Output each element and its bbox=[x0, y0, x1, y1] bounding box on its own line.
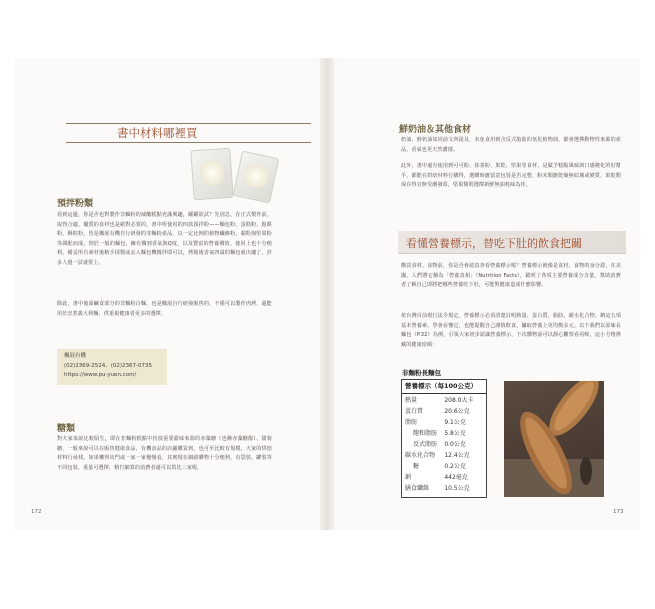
nutrition-paragraph: 依台灣目前現行法令規定，營養標示必須清楚註明熱量、蛋白質、脂肪、碳水化合物、鈉這五項基本營養素，學會看懂它，也能提醒自己謹慎飲食，攝取營養上更均衡多元。以下我們以原味長麵包（P.32）為例，引領大家初步認識營養標示，下次購物前可以靜心觀察看看喔，這小方格裡藏的健康密碼： bbox=[401, 313, 621, 348]
nutrient-value: 442毫克 bbox=[444, 474, 468, 481]
nutrient-name: 飽和脂肪 bbox=[413, 430, 438, 437]
label-heading: 營養標示（每100公克） bbox=[402, 380, 486, 394]
nutrition-row bbox=[402, 394, 486, 405]
nutrient-name: 糖 bbox=[413, 463, 420, 470]
nutrition-table bbox=[402, 394, 486, 493]
supplier-name: 楓展有機 bbox=[64, 353, 87, 359]
sugar-heading: 糖類 bbox=[57, 424, 76, 434]
nutrient-value: 9.1公克 bbox=[444, 419, 466, 426]
nutrient-value: 0.2公克 bbox=[444, 463, 466, 470]
nutrient-value: 20.6公克 bbox=[444, 408, 470, 415]
dairy-heading: 鮮奶油＆其他食材 bbox=[399, 125, 472, 135]
nutrient-value: 12.4公克 bbox=[444, 452, 470, 459]
supplier-url[interactable]: https://www.pu-yuen.com/ bbox=[64, 372, 137, 378]
supplier-phone: (02)2369-2524、(02)2367-0735 bbox=[64, 362, 153, 369]
label-product-name: 非麵粉長麵包 bbox=[402, 369, 441, 377]
title-rule-top bbox=[66, 123, 311, 124]
nutrition-banner bbox=[398, 231, 626, 254]
nutrition-paragraph: 購買食材、食物前，你是否會認真查看營養標示呢？營養標示就像是食材、食物的身分證，在美國，人們將它稱為「營養真相」（Nutrition Facts），載明了各項主要營養成分含量，幫助消費者了解自己即將把哪些營養吃下肚，可能對健康造成什麼影響。 bbox=[401, 263, 621, 289]
sugar-paragraph: 對大家來說比較陌生，即在非麵粉糕點中扮演重要甜味來源的赤藻糖（也稱赤藻糖醇）、甜菊糖，一般來說可以在販售健康食品、有機食品的店鋪購買到，也可至比較有規模、大家的烘焙材料行尋找。如果懶得出門或一家一家慢慢看，其實現在網路購物十分便利，有袋裝、罐裝等不同包裝、重量可選擇，精打細算的消費者還可以貨比三家呢。 bbox=[57, 436, 272, 471]
dairy-paragraph: 此外，書中還有使用到可可粉、抹茶粉、果乾、堅果等食材，是賦予糕點風味與口感變化的好幫手，都能在烘焙材料行購得，選購時應留意包裝是否完整，粉末類應乾燥無結塊或變質，果乾類保存得宜無受潮發霉，堅果類則選擇新鮮無油耗味為佳。 bbox=[401, 163, 621, 189]
nutrition-row bbox=[402, 449, 486, 460]
nutrient-name: 熱量 bbox=[405, 397, 418, 404]
nutrition-row bbox=[402, 460, 486, 471]
nutrient-name: 鈉 bbox=[405, 474, 412, 481]
nutrient-name: 脂肪 bbox=[405, 419, 418, 426]
nutrient-value: 0.0公克 bbox=[444, 441, 466, 448]
nutrient-name: 膳食纖維 bbox=[405, 485, 430, 492]
page-number-right: 173 bbox=[613, 509, 624, 515]
dairy-paragraph: 奶油、鮮奶油如同前文所提及，未免食用到含反式脂肪的氫化植物油，都會選擇動物性來源的產品，香氣也更天然濃郁。 bbox=[401, 137, 621, 153]
page-number-left: 172 bbox=[31, 509, 42, 515]
nutrient-value: 5.8公克 bbox=[444, 430, 466, 437]
title-rule-bottom bbox=[66, 142, 311, 143]
premix-paragraph: 看到這邊，你是否也對製作非麵粉的減醣糕點充滿興趣，躍躍欲試？先別急，在正式製作前，取得合適、優質的食材也是絕對必要的。書中所使用的四款預拌粉——麵包粉、蛋糕粉、鬆餅粉、酥粒粉，皆是楓展有機自行研發的非麵粉產品，以一定比例的植物纖維粉、黏粉與堅果粉等調配而成，則於一般的麵包，擁有獨到香氣與Q度，以及豐富的營養價值。使用上也十分便利，備妥所有素材後稍手揉製或丟入麵包機攪拌即可以，烤箱後香氣四溢的麵包就出爐了，許多人覺一試就愛上。 bbox=[57, 212, 272, 266]
nutrition-row bbox=[402, 482, 486, 493]
supplier-info-box bbox=[57, 349, 167, 385]
nutrition-row bbox=[402, 416, 486, 427]
nutrition-label bbox=[401, 379, 487, 498]
bread-photo bbox=[504, 381, 604, 497]
book-gutter bbox=[320, 58, 334, 530]
nutrition-title: 看懂營養標示，替吃下肚的飲食把關 bbox=[406, 237, 582, 250]
nutrition-row bbox=[402, 405, 486, 416]
nutrient-value: 208.0大卡 bbox=[444, 397, 474, 404]
nutrient-name: 反式脂肪 bbox=[413, 441, 438, 448]
nutrition-row bbox=[402, 438, 486, 449]
nutrient-name: 碳水化合物 bbox=[405, 452, 436, 459]
nutrient-value: 10.5公克 bbox=[444, 485, 470, 492]
nutrition-row bbox=[402, 427, 486, 438]
nutrient-name: 蛋白質 bbox=[405, 408, 424, 415]
premix-bag-image bbox=[190, 148, 233, 201]
premix-paragraph: 除此，書中後面鹹食部分的非麵粉白麵，也是楓展自行研發販售的，不僅可以製作肉烤，還能用於烹煮義大利麵，供重視健康者更多的選擇。 bbox=[57, 301, 272, 317]
nutrition-row bbox=[402, 471, 486, 482]
premix-heading: 預拌粉類 bbox=[57, 199, 94, 209]
section-title: 書中材料哪裡買 bbox=[117, 126, 198, 140]
bread-illustration bbox=[504, 381, 604, 497]
